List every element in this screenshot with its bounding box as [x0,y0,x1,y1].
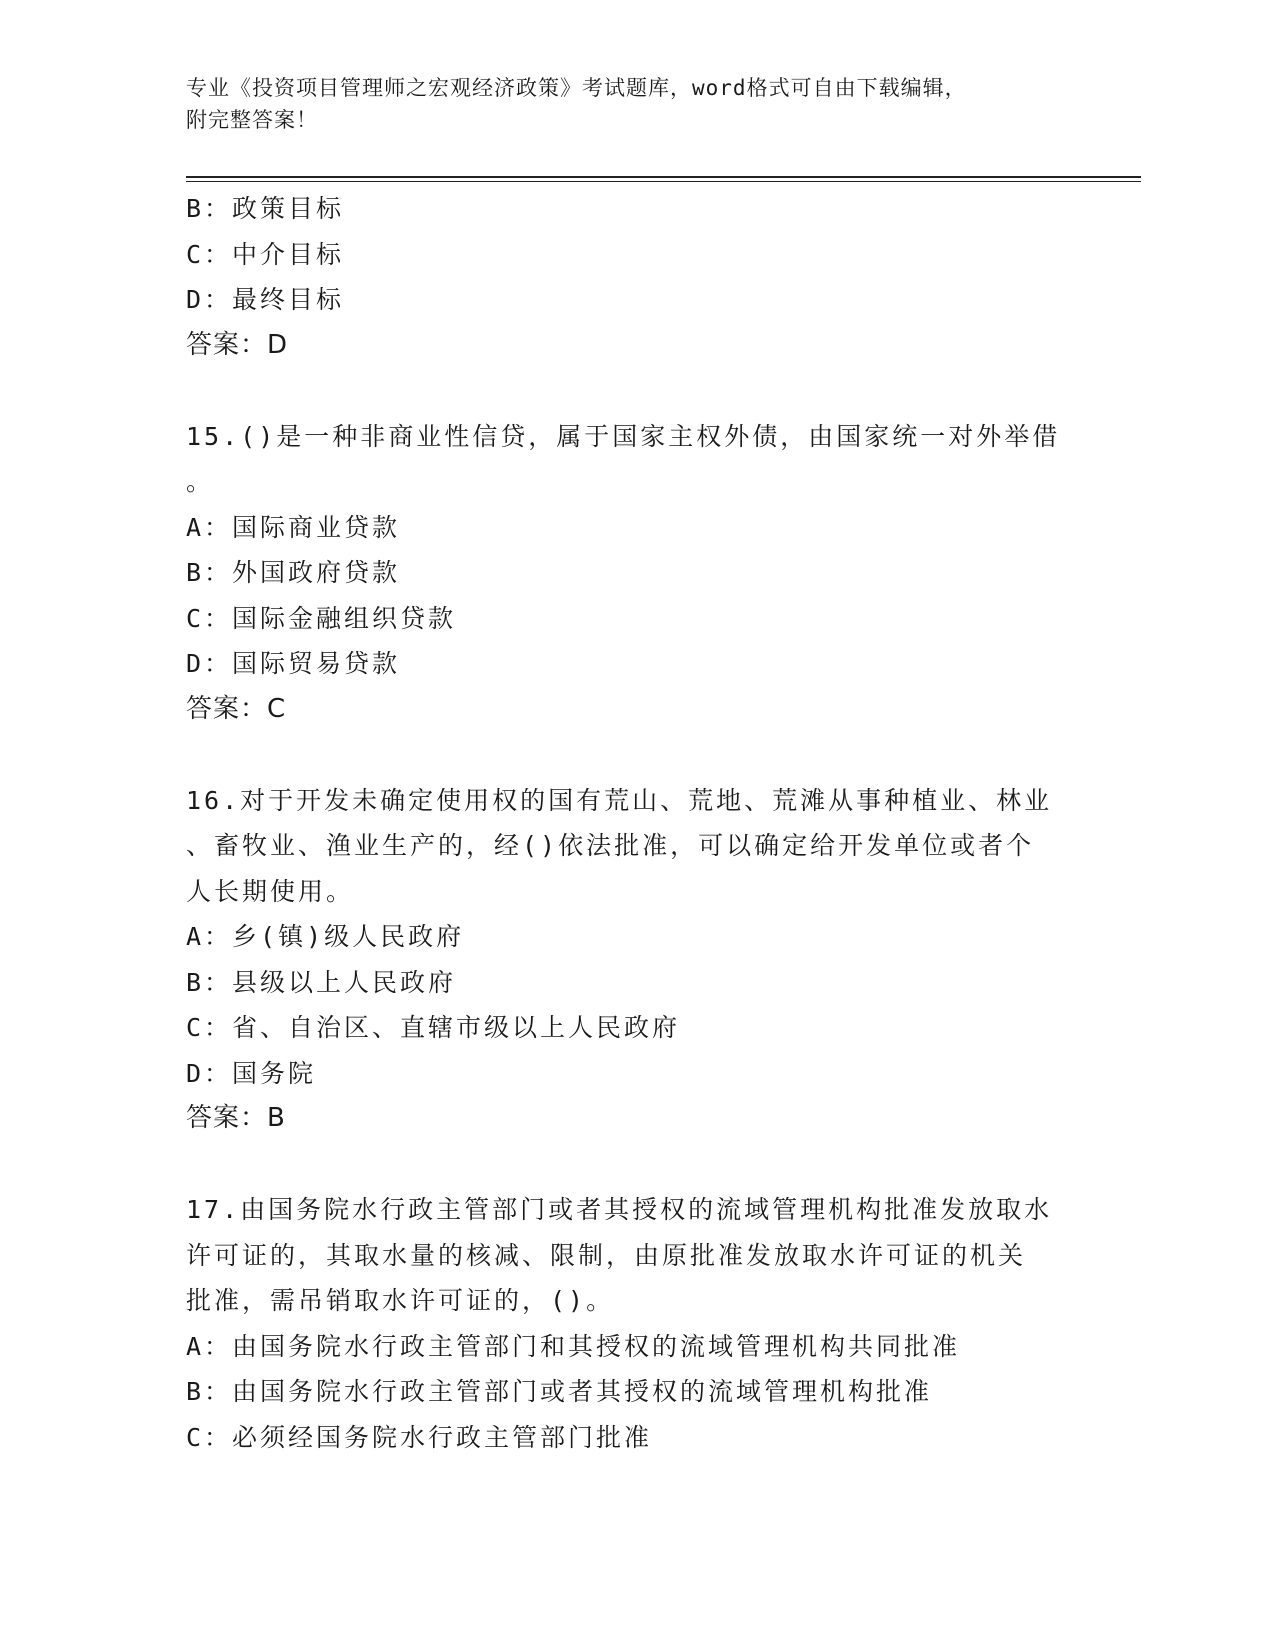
option-c: C：国际金融组织贷款 [186,603,457,633]
question-15 [186,414,1066,733]
header-line-1: 专业《投资项目管理师之宏观经济政策》考试题库，word格式可自由下载编辑， [186,76,967,100]
header-rule-thin [186,181,1141,182]
spacer [186,732,1066,778]
question-17 [186,1187,1066,1460]
spacer [186,368,1066,414]
option-c: C：省、自治区、直辖市级以上人民政府 [186,1013,681,1042]
option-b: B：外国政府贷款 [186,558,401,587]
option-a: A：国际商业贷款 [186,512,401,542]
option-b: B：由国务院水行政主管部门或者其授权的流域管理机构批准 [186,1377,933,1406]
page-header [186,72,1066,136]
question-stem-line: 17.由国务院水行政主管部门或者其授权的流域管理机构批准发放取水 [186,1195,1053,1224]
option-c: C：中介目标 [186,239,345,269]
option-a: A：乡(镇)级人民政府 [186,922,465,951]
answer-line: 答案：B [186,1103,286,1133]
question-stem-line: 、畜牧业、渔业生产的，经()依法批准，可以确定给开发单位或者个 [186,831,1035,860]
option-a: A：由国务院水行政主管部门和其授权的流域管理机构共同批准 [186,1331,961,1361]
header-rule-thick [186,176,1141,178]
answer-line: 答案：C [186,693,287,724]
option-b: B：政策目标 [186,194,345,223]
question-stem-line: 许可证的，其取水量的核减、限制，由原批准发放取水许可证的机关 [186,1240,1027,1270]
option-d: D：国务院 [186,1058,317,1088]
question-14-tail [186,186,1066,368]
option-c: C：必须经国务院水行政主管部门批准 [186,1422,653,1452]
question-16 [186,778,1066,1142]
option-d: D：最终目标 [186,285,345,314]
spacer [186,1142,1066,1188]
answer-line: 答案：D [186,329,289,360]
header-line-2: 附完整答案！ [186,108,318,132]
question-stem-line: 16.对于开发未确定使用权的国有荒山、荒地、荒滩从事种植业、林业 [186,785,1053,815]
question-stem-line: 人长期使用。 [186,876,355,906]
question-stem-line: 15.()是一种非商业性信贷，属于国家主权外债，由国家统一对外举借 [186,421,1061,451]
option-d: D：国际贸易贷款 [186,649,401,678]
question-stem-line: 批准，需吊销取水许可证的，()。 [186,1286,615,1315]
question-stem-line: 。 [186,467,215,496]
question-list [186,186,1066,1460]
option-b: B：县级以上人民政府 [186,967,457,997]
